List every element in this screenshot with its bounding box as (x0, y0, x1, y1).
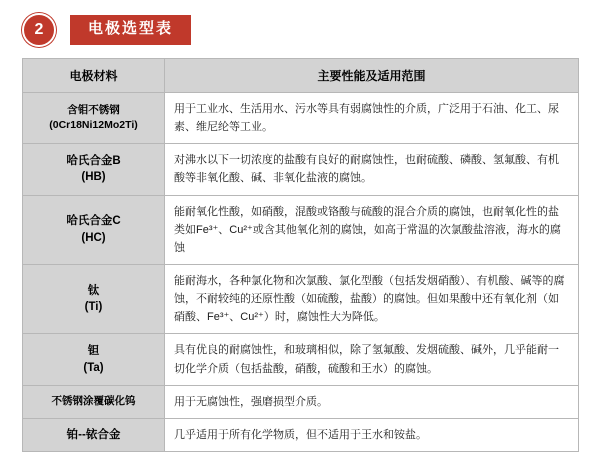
column-header-description: 主要性能及适用范围 (165, 59, 579, 93)
table-row (23, 418, 579, 451)
material-line-2: (HC) (81, 231, 106, 244)
material-line-2: (0Cr18Ni12Mo2Ti) (49, 119, 138, 132)
cell-description: 几乎适用于所有化学物质，但不适用于王水和铵盐。 (165, 418, 579, 451)
cell-material (23, 144, 165, 195)
material-line-1: 哈氏合金C (66, 215, 121, 228)
cell-description: 用于无腐蚀性，强磨损型介质。 (165, 385, 579, 418)
cell-description: 能耐氧化性酸，如硝酸，混酸或铬酸与硫酸的混合介质的腐蚀，也耐氧化性的盐类如Fe³⁺、Cu²⁺或含其他氧化剂的腐蚀，如高于常温的次氯酸盐溶液，海水的腐蚀 (165, 195, 579, 264)
table-header-row (23, 59, 579, 93)
page-title: 电极选型表 (70, 15, 191, 45)
cell-material (23, 195, 165, 264)
material-line-1: 铂--铱合金 (66, 428, 121, 441)
material-line-1: 钽 (87, 344, 100, 357)
cell-material (23, 385, 165, 418)
table-row (23, 264, 579, 333)
cell-material (23, 264, 165, 333)
cell-description: 能耐海水，各种氯化物和次氯酸、氯化型酸（包括发烟硝酸）、有机酸、碱等的腐蚀，不耐较纯的还原性酸（如硫酸，盐酸）的腐蚀。但如果酸中还有氧化剂（如硝酸、Fe³⁺、Cu²⁺）时，腐蚀性大为降低。 (165, 264, 579, 333)
table-row (23, 195, 579, 264)
cell-material (23, 334, 165, 385)
cell-material (23, 418, 165, 451)
material-line-1: 哈氏合金B (66, 154, 121, 167)
table-row (23, 93, 579, 144)
material-line-2: (HB) (81, 171, 106, 184)
material-line-1: 钛 (87, 284, 100, 297)
table-row (23, 334, 579, 385)
table-row (23, 144, 579, 195)
cell-description: 对沸水以下一切浓度的盐酸有良好的耐腐蚀性，也耐硫酸、磷酸、氢氟酸、有机酸等非氧化酸、碱、非氧化盐液的腐蚀。 (165, 144, 579, 195)
cell-material (23, 93, 165, 144)
electrode-selection-table (22, 58, 579, 452)
material-line-1: 不锈钢涂覆碳化钨 (51, 395, 136, 408)
material-line-1: 含钼不锈钢 (67, 103, 120, 116)
column-header-material: 电极材料 (23, 59, 165, 93)
page-header (22, 10, 578, 50)
section-number-badge: 2 (22, 13, 56, 47)
cell-description: 具有优良的耐腐蚀性，和玻璃相似，除了氢氟酸、发烟硫酸、碱外，几乎能耐一切化学介质（包括盐酸，硝酸，硫酸和王水）的腐蚀。 (165, 334, 579, 385)
cell-description: 用于工业水、生活用水、污水等具有弱腐蚀性的介质，广泛用于石油、化工、尿素、维尼纶等工业。 (165, 93, 579, 144)
material-line-2: (Ta) (83, 361, 104, 374)
material-line-2: (Ti) (84, 301, 103, 314)
table-row (23, 385, 579, 418)
